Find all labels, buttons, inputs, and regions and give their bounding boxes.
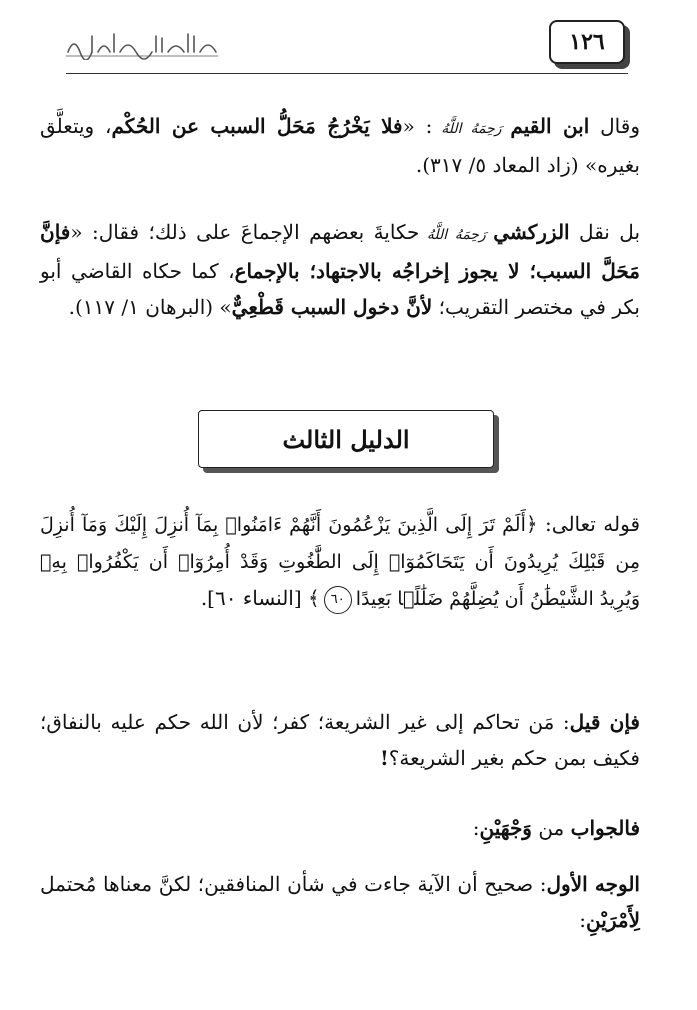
running-title-calligraphy	[62, 28, 222, 60]
honorific-mark: رَحِمَهُ اللَّهُ	[432, 121, 511, 137]
ayah-number-marker: ٦٠	[324, 586, 352, 614]
honorific-mark: رَحِمَهُ اللَّهُ	[419, 227, 494, 243]
page-number-box	[549, 20, 625, 64]
verse-close-bracket: ﴾	[308, 586, 320, 610]
paragraph-answer-intro: فالجواب من وَجْهَيْنِ:	[472, 816, 640, 840]
paragraph-zarkashi: بل نقل الزركشي رَحِمَهُ اللَّهُ حكايةَ بعضهم الإجماعَ على ذلك؛ فقال: «فإنَّ مَحَلَّ السبب؛ لا يجوز إخراجُه بالاجتهاد؛ بالإجماع، كما حكاه القاضي أبو بكر في مختصر التقريب؛ لأنَّ دخول السبب قَطْعِيٌّ» (البرهان ١/ ١١٧).	[40, 220, 641, 319]
paragraph-first-aspect: الوجه الأول: صحيح أن الآية جاءت في شأن المنافقين؛ لكنَّ معناها مُحتمل لِأَمْرَيْنِ:	[40, 872, 640, 932]
quran-verse: أَلَمْ تَرَ إِلَى الَّذِينَ يَزْعُمُونَ أَنَّهُمْ ءَامَنُوا۟ بِمَآ أُنزِلَ إِلَيْكَ وَمَآ أُنزِلَ مِن قَبْلِكَ يُرِيدُونَ أَن يَتَحَاكَمُوٓا۟ إِلَى الطَّٰغُوتِ وَقَدْ أُمِرُوٓا۟ أَن يَكْفُرُوا۟ بِهِۦ وَيُرِيدُ الشَّيْطَٰنُ أَن يُضِلَّهُمْ ضَلَٰلًۢا بَعِيدًا	[40, 514, 640, 610]
page-number: ١٢٦	[569, 29, 605, 55]
verse-open-bracket: ﴿	[525, 512, 538, 536]
section-heading: الدليل الثالث	[282, 424, 410, 454]
section-heading-box	[198, 410, 494, 468]
header-rule	[66, 73, 628, 74]
paragraph-quran-verse: قوله تعالى: ﴿أَلَمْ تَرَ إِلَى الَّذِينَ يَزْعُمُونَ أَنَّهُمْ ءَامَنُوا۟ بِمَآ أُنزِلَ إِلَيْكَ وَمَآ أُنزِلَ مِن قَبْلِكَ يُرِيدُونَ أَن يَتَحَاكَمُوٓا۟ إِلَى الطَّٰغُوتِ وَقَدْ أُمِرُوٓا۟ أَن يَكْفُرُوا۟ بِهِۦ وَيُرِيدُ الشَّيْطَٰنُ أَن يُضِلَّهُمْ ضَلَٰلًۢا بَعِيدًا٦٠﴾ [النساء ٦٠].	[40, 506, 640, 617]
verse-reference: [النساء ٦٠].	[200, 586, 309, 610]
paragraph-objection: فإن قيل: مَن تحاكم إلى غير الشريعة؛ كفر؛ لأن الله حكم عليه بالنفاق؛ فكيف بمن حكم بغير الشريعة؟!	[40, 710, 640, 770]
svg-text:الحكم بغير ما أنزل الله: الحكم بغير ما أنزل الله	[137, 42, 147, 43]
paragraph-ibn-qayyim: وقال ابن القيم رَحِمَهُ اللَّهُ : «فلا يَخْرُجُ مَحَلُّ السبب عن الحُكْم، ويتعلَّق بغيره» (زاد المعاد ٥/ ٣١٧).	[40, 114, 640, 177]
